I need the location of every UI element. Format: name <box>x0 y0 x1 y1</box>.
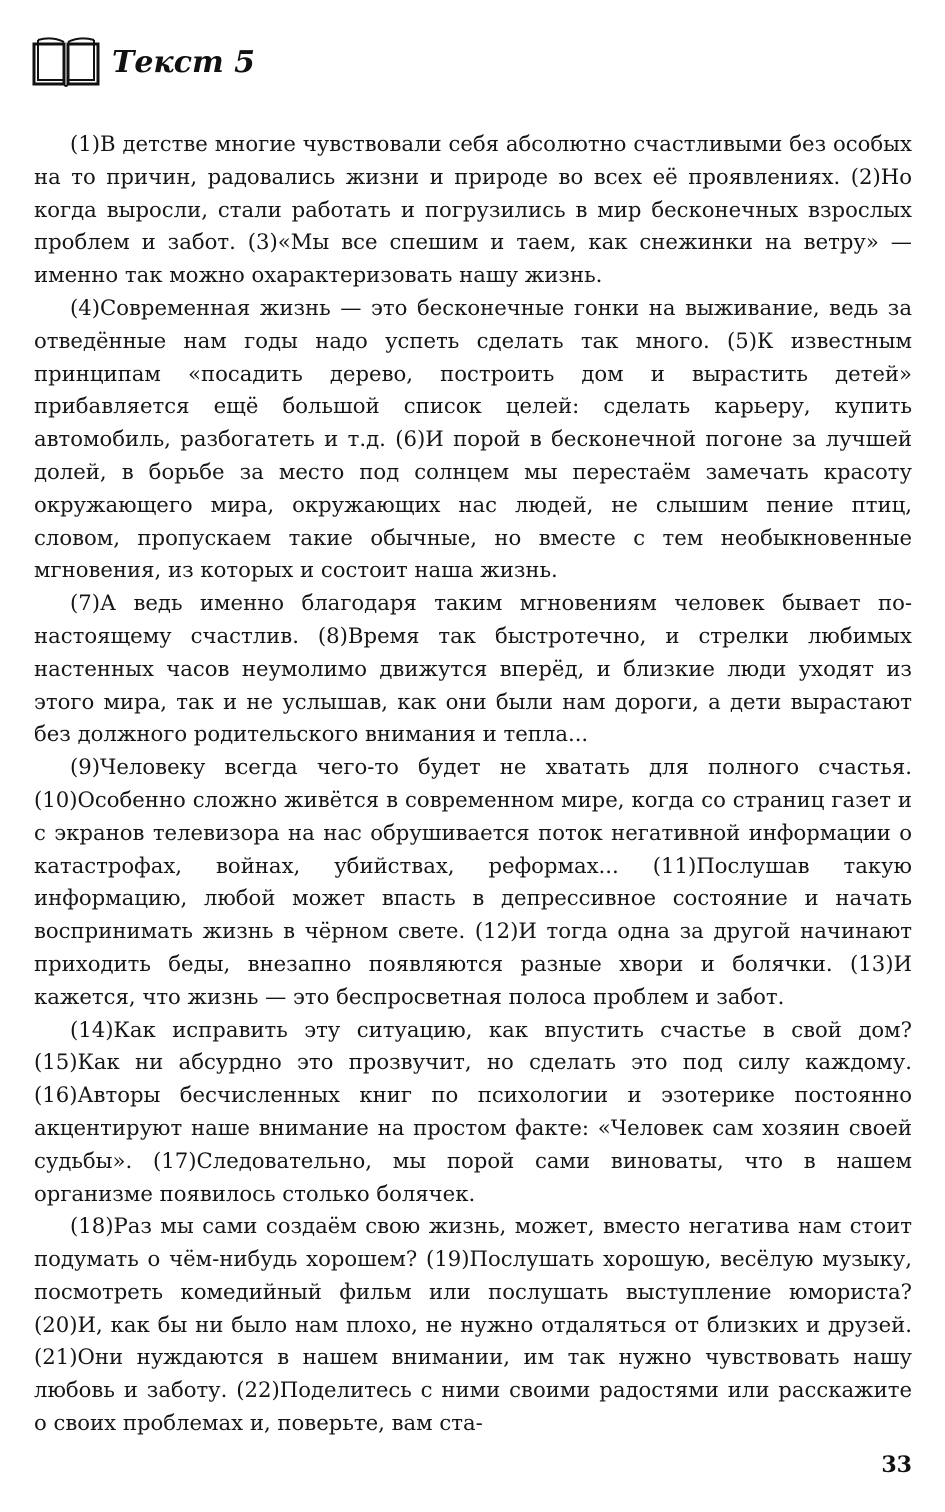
paragraph: (1)В детстве многие чувствовали себя абсолютно счастливыми без особых на то причин, радовались жизни и природе во всех её проявлениях. (2)Но когда выросли, стали работать и погрузились в мир бесконечных взрослых проблем и забот. (3)«Мы все спешим и таем, как снежинки на ветру» — именно так можно охарактеризовать нашу жизнь. <box>34 131 912 288</box>
open-book-icon <box>30 34 102 90</box>
page-number: 33 <box>881 1452 912 1478</box>
paragraph: (9)Человеку всегда чего-то будет не хватать для полного счастья. (10)Особенно сложно живётся в современном мире, когда со страниц газет и с экранов телевизора на нас обрушивается поток негативной информации о катастрофах, войнах, убийствах, реформах... (11)Послушав такую информацию, любой может впасть в депрессивное состояние и начать воспринимать жизнь в чёрном свете. (12)И тогда одна за другой начинают приходить беды, внезапно появляются разные хвори и болячки. (13)И кажется, что жизнь — это беспросветная полоса проблем и забот. <box>34 754 912 1009</box>
text-body <box>34 128 912 1440</box>
paragraph: (18)Раз мы сами создаём свою жизнь, может, вместо негатива нам стоит подумать о чём-нибудь хорошем? (19)Послушать хорошую, весёлую музыку, посмотреть комедийный фильм или послушать выступление юмориста? (20)И, как бы ни было нам плохо, не нужно отдаляться от близких и друзей. (21)Они нуждаются в нашем внимании, им так нужно чувствовать нашу любовь и заботу. (22)Поделитесь с ними своими радостями или расскажите о своих проблемах и, поверьте, вам ста- <box>34 1213 912 1436</box>
paragraph: (14)Как исправить эту ситуацию, как впустить счастье в свой дом? (15)Как ни абсурдно это прозвучит, но сделать это под силу каждому. (16)Авторы бесчисленных книг по психологии и эзотерике постоянно акцентируют наше внимание на простом факте: «Человек сам хозяин своей судьбы». (17)Следовательно, мы порой сами виноваты, что в нашем организме появилось столько болячек. <box>34 1016 912 1206</box>
paragraph: (7)А ведь именно благодаря таким мгновениям человек бывает по-настоящему счастлив. (8)Время так быстротечно, и стрелки любимых настенных часов неумолимо движутся вперёд, и близкие люди уходят из этого мира, так и не услышав, как они были нам дороги, а дети вырастают без должного родительского внимания и тепла... <box>34 590 912 747</box>
paragraph: (4)Современная жизнь — это бесконечные гонки на выживание, ведь за отведённые нам годы надо успеть сделать так много. (5)К известным принципам «посадить дерево, построить дом и вырастить детей» прибавляется ещё большой список целей: сделать карьеру, купить автомобиль, разбогатеть и т.д. (6)И порой в бесконечной погоне за лучшей долей, в борьбе за место под солнцем мы перестаём замечать красоту окружающего мира, окружающих нас людей, не слышим пение птиц, словом, пропускаем такие обычные, но вместе с тем необыкновенные мгновения, из которых и состоит наша жизнь. <box>34 294 912 583</box>
text-title: Текст 5 <box>112 44 256 80</box>
text-header <box>30 34 255 90</box>
